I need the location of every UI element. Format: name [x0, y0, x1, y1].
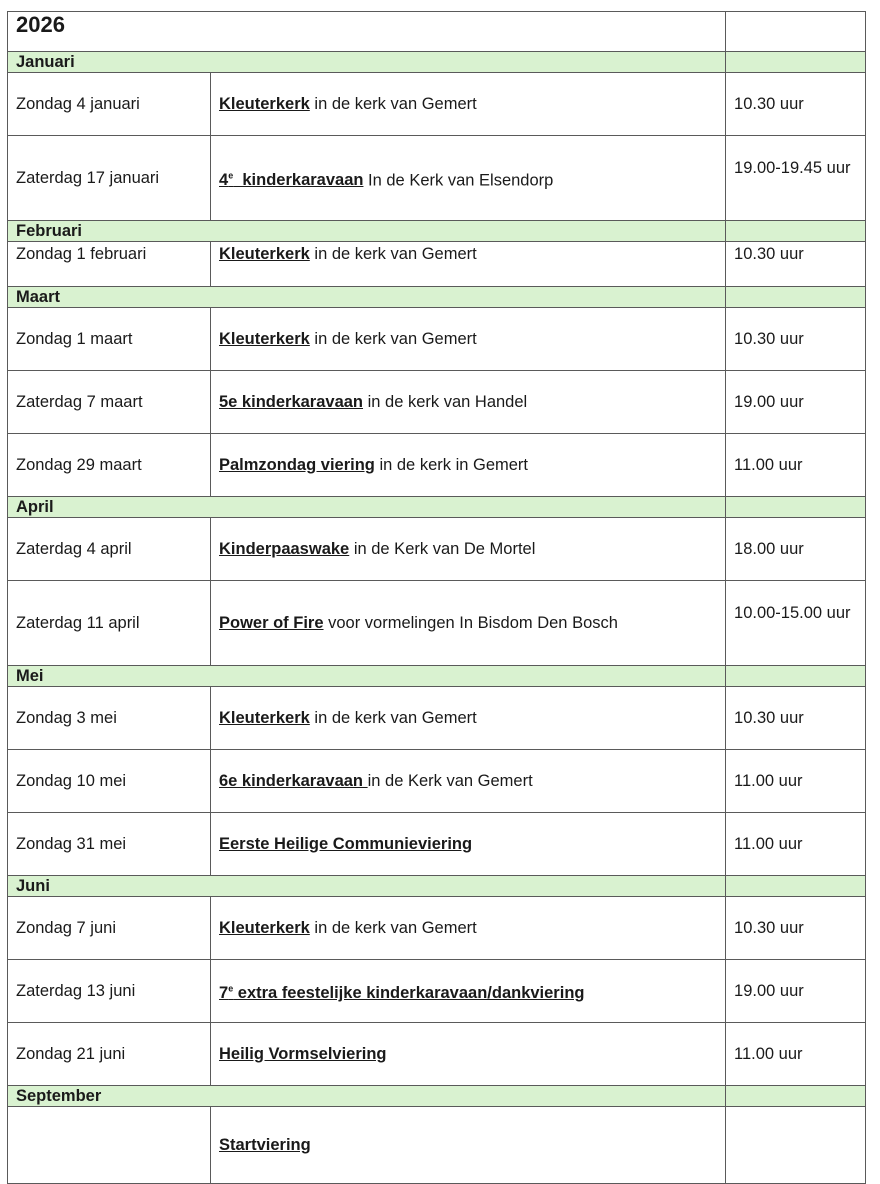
- event-description: [211, 136, 726, 221]
- event-number: 4: [219, 171, 229, 190]
- event-location: in de kerk in Gemert: [374, 456, 529, 474]
- event-title: Kleuterkerk: [219, 330, 310, 348]
- event-title: [219, 171, 363, 189]
- event-time: 11.00 uur: [726, 1023, 866, 1086]
- event-location: In de Kerk van Elsendorp: [363, 171, 554, 190]
- event-description: [211, 960, 726, 1023]
- month-name: September: [8, 1086, 726, 1107]
- event-location: in de kerk van Gemert: [309, 245, 477, 263]
- event-location: in de kerk van Gemert: [309, 330, 477, 348]
- month-row-april: [8, 497, 866, 518]
- event-date: Zondag 29 maart: [8, 434, 211, 497]
- table-row: [8, 518, 866, 581]
- event-time: 10.30 uur: [726, 687, 866, 750]
- event-date: Zaterdag 11 april: [8, 581, 211, 666]
- year-title: 2026: [8, 12, 726, 52]
- event-title-text: extra feestelijke kinderkaravaan/dankviering: [233, 984, 585, 1003]
- month-row-februari: [8, 221, 866, 242]
- event-description: [211, 813, 726, 876]
- event-location: voor vormelingen In Bisdom Den Bosch: [323, 614, 618, 632]
- event-location: in de kerk van Gemert: [309, 919, 477, 937]
- table-row: [8, 581, 866, 666]
- event-date: [8, 1107, 211, 1184]
- event-description: [211, 73, 726, 136]
- month-name: Februari: [8, 221, 726, 242]
- event-date: Zaterdag 13 juni: [8, 960, 211, 1023]
- schedule-table: [7, 11, 866, 1184]
- event-time: 10.30 uur: [726, 897, 866, 960]
- table-row: [8, 242, 866, 287]
- month-name: April: [8, 497, 726, 518]
- event-description: [211, 687, 726, 750]
- month-row-maart: [8, 287, 866, 308]
- event-time: 19.00-19.45 uur: [726, 136, 866, 221]
- event-title: Eerste Heilige Communieviering: [219, 835, 473, 853]
- event-title: Kleuterkerk: [219, 919, 310, 937]
- event-description: [211, 750, 726, 813]
- table-row: [8, 434, 866, 497]
- table-row: [8, 371, 866, 434]
- event-time: 18.00 uur: [726, 518, 866, 581]
- event-date: Zondag 1 februari: [8, 242, 211, 287]
- year-row: [8, 12, 866, 52]
- event-description: [211, 371, 726, 434]
- table-row: [8, 1107, 866, 1184]
- event-description: [211, 242, 726, 287]
- month-row-juni: [8, 876, 866, 897]
- event-time: 11.00 uur: [726, 750, 866, 813]
- event-date: Zaterdag 7 maart: [8, 371, 211, 434]
- event-title: Heilig Vormselviering: [219, 1045, 387, 1063]
- event-date: Zaterdag 4 april: [8, 518, 211, 581]
- event-title: Kinderpaaswake: [219, 540, 350, 558]
- table-row: [8, 308, 866, 371]
- event-location: in de kerk van Handel: [363, 393, 528, 411]
- event-date: Zondag 10 mei: [8, 750, 211, 813]
- event-date: Zondag 21 juni: [8, 1023, 211, 1086]
- event-date: Zondag 1 maart: [8, 308, 211, 371]
- month-row-mei: [8, 666, 866, 687]
- event-title: Power of Fire: [219, 614, 324, 632]
- event-location: in de kerk van Gemert: [309, 95, 477, 113]
- event-location: in de kerk van Gemert: [309, 709, 477, 727]
- table-row: [8, 73, 866, 136]
- event-description: [211, 581, 726, 666]
- event-description: [211, 434, 726, 497]
- event-date: Zondag 3 mei: [8, 687, 211, 750]
- table-row: [8, 960, 866, 1023]
- event-date: Zondag 4 januari: [8, 73, 211, 136]
- event-number: 7: [219, 984, 229, 1003]
- event-title: Kleuterkerk: [219, 245, 310, 263]
- event-location: in de Kerk van De Mortel: [349, 540, 536, 558]
- event-time: 19.00 uur: [726, 371, 866, 434]
- month-name: Maart: [8, 287, 726, 308]
- table-row: [8, 136, 866, 221]
- event-time: 19.00 uur: [726, 960, 866, 1023]
- month-row-september: [8, 1086, 866, 1107]
- month-name: Januari: [8, 52, 726, 73]
- table-row: [8, 750, 866, 813]
- event-title-text: kinderkaravaan: [233, 171, 364, 190]
- event-title: Kleuterkerk: [219, 709, 310, 727]
- event-title: Kleuterkerk: [219, 95, 310, 113]
- event-number-suffix: e: [228, 170, 234, 181]
- event-date: Zaterdag 17 januari: [8, 136, 211, 221]
- event-time: 10.30 uur: [726, 242, 866, 287]
- event-time: 11.00 uur: [726, 434, 866, 497]
- event-number-suffix: e: [228, 983, 234, 994]
- event-description: [211, 308, 726, 371]
- event-title: 5e kinderkaravaan: [219, 393, 364, 411]
- month-row-januari: [8, 52, 866, 73]
- event-title: Startviering: [219, 1136, 311, 1154]
- table-row: [8, 897, 866, 960]
- event-time: 10.30 uur: [726, 308, 866, 371]
- event-title: Palmzondag viering: [219, 456, 375, 474]
- event-time: 11.00 uur: [726, 813, 866, 876]
- event-description: [211, 518, 726, 581]
- table-row: [8, 1023, 866, 1086]
- event-time: 10.30 uur: [726, 73, 866, 136]
- month-name: Juni: [8, 876, 726, 897]
- event-description: [211, 897, 726, 960]
- event-title: [219, 984, 584, 1002]
- event-title: 6e kinderkaravaan: [219, 772, 368, 790]
- year-empty-cell: [726, 12, 866, 52]
- event-date: Zondag 31 mei: [8, 813, 211, 876]
- event-date: Zondag 7 juni: [8, 897, 211, 960]
- event-location: in de Kerk van Gemert: [367, 772, 533, 790]
- table-row: [8, 813, 866, 876]
- event-description: [211, 1107, 726, 1184]
- month-name: Mei: [8, 666, 726, 687]
- event-time: [726, 1107, 866, 1184]
- event-time: 10.00-15.00 uur: [726, 581, 866, 666]
- table-row: [8, 687, 866, 750]
- event-description: [211, 1023, 726, 1086]
